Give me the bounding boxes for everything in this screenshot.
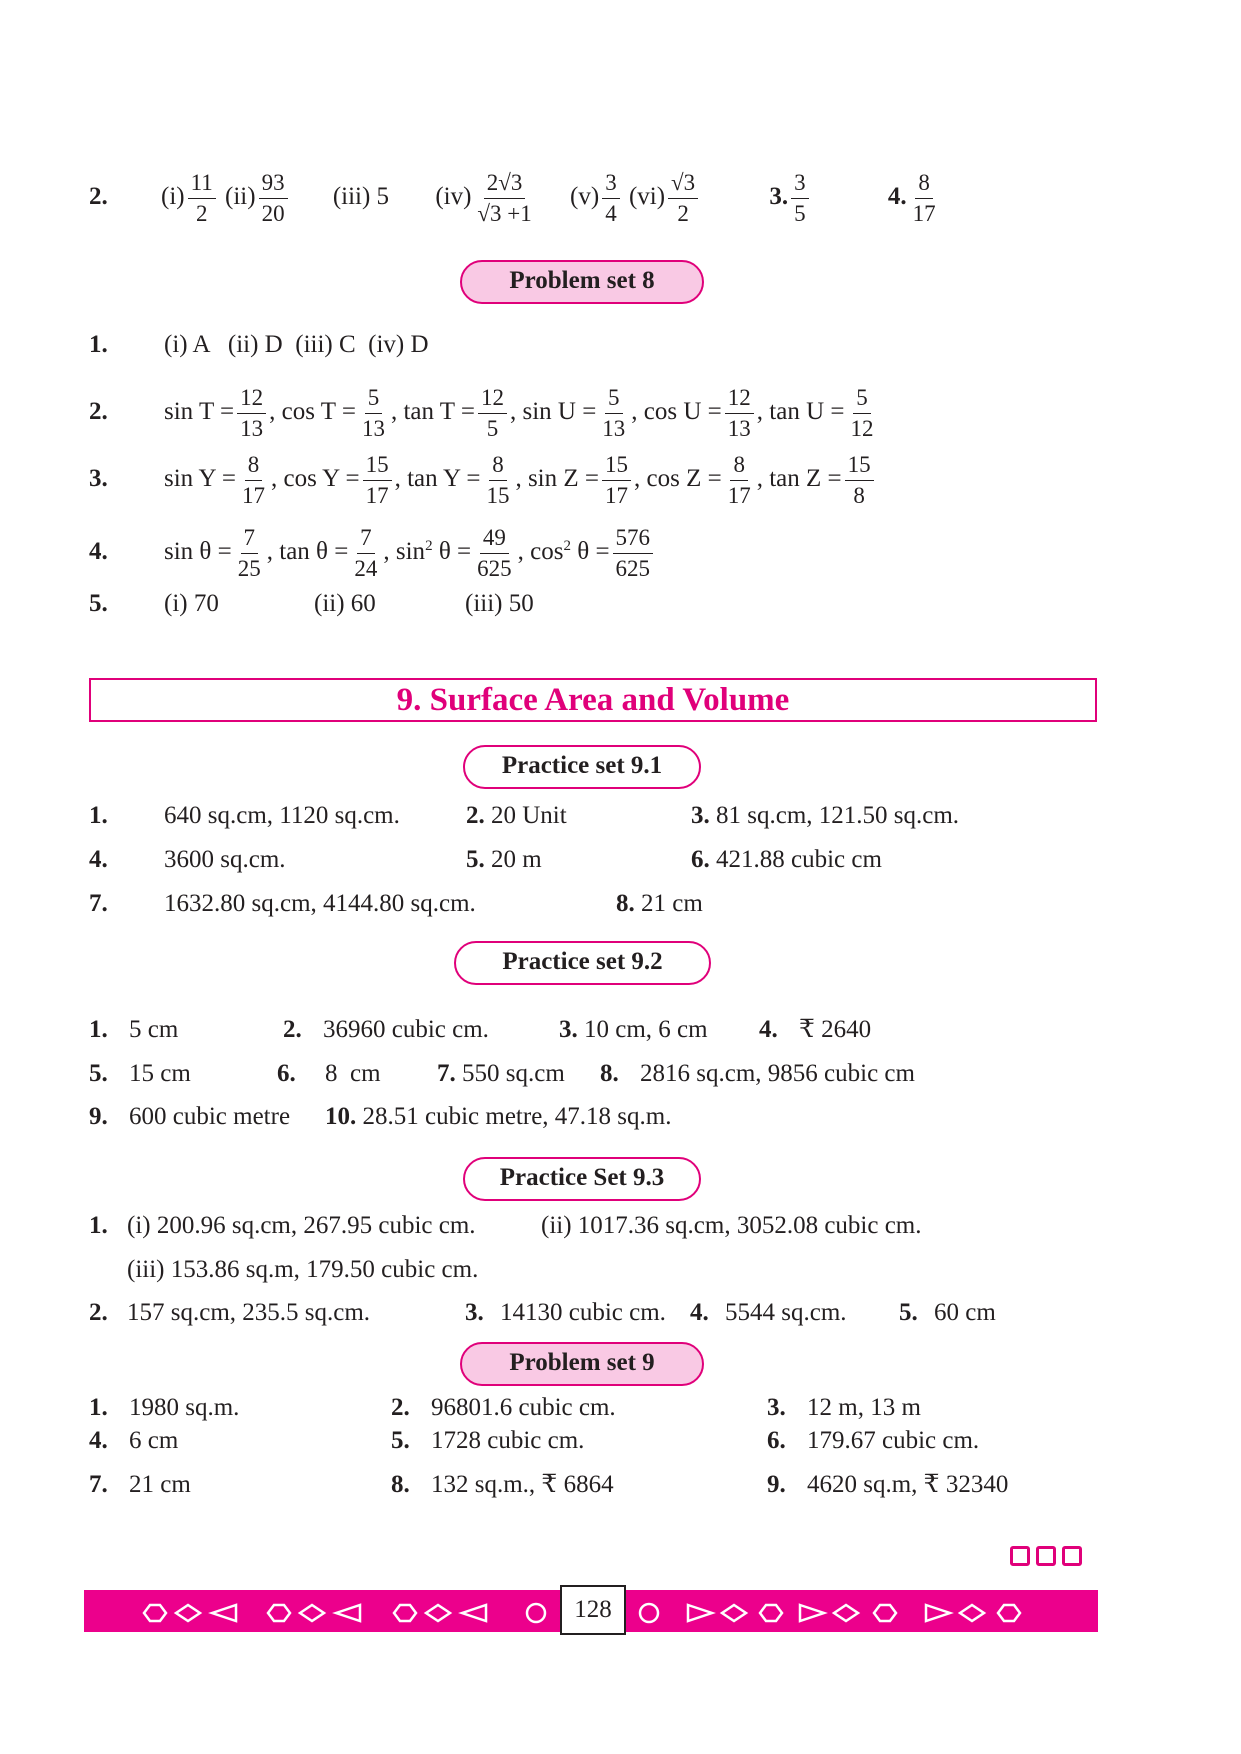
p91-row-3: 7. 1632.80 sq.cm, 4144.80 sq.cm. 8. 21 cm [89, 890, 703, 917]
end-square-icon [1010, 1546, 1030, 1566]
p92-row-2: 5. 15 cm 6. 8 cm 7. 550 sq.cm 8. 2816 sq.cm, 9856 cubic cm [89, 1060, 915, 1087]
footer-shapes-left [140, 1601, 570, 1625]
p91-row-1: 1. 640 sq.cm, 1120 sq.cm. 2. 20 Unit 3. 81 sq.cm, 121.50 sq.cm. [89, 802, 960, 829]
ps8-answer-1: 1. (i) A (ii) D (iii) C (iv) D [89, 331, 429, 358]
p93-row-1: 1. (i) 200.96 sq.cm, 267.95 cubic cm. (ii) 1017.36 sq.cm, 3052.08 cubic cm. [89, 1212, 922, 1239]
question-number: 2. [89, 183, 108, 211]
end-square-icon [1062, 1546, 1082, 1566]
top-answer-row: 2. (i) $\frac{11}{2}$ (ii) $\frac{93}{20}$ (iii) 5 (iv) $\frac{2√3}{√3 +1}$ (v) $\frac{3}{4}$ (vi) $\frac{√3}{2}$ 3. $\frac{3}{5}$ 4. $\frac{8}{17}$ [89, 170, 942, 227]
p93-row-2: (iii) 153.86 sq.m, 179.50 cubic cm. [127, 1256, 479, 1283]
problem-set-9-heading: Problem set 9 [460, 1342, 704, 1386]
p93-row-3: 2. 157 sq.cm, 235.5 sq.cm. 3. 14130 cubic cm. 4. 5544 sq.cm. 5. 60 cm [89, 1299, 996, 1326]
problem-set-8-heading: Problem set 8 [460, 260, 704, 304]
end-square-icon [1036, 1546, 1056, 1566]
fraction: $\frac{3}{4}$ [602, 170, 620, 227]
practice-set-9-2-heading: Practice set 9.2 [454, 941, 711, 985]
p92-row-1: 1. 5 cm 2. 36960 cubic cm. 3. 10 cm, 6 cm 4. ₹ 2640 [89, 1016, 872, 1043]
chapter-title: 9. Surface Area and Volume [89, 678, 1097, 722]
fraction: $\frac{3}{5}$ [791, 170, 809, 227]
ps9-row-3: 7. 21 cm 8. 132 sq.m., ₹ 6864 9. 4620 sq.m, ₹ 32340 [89, 1471, 1009, 1498]
ps8-answer-2: 2. sin T = $\frac{12}{13}$ , cos T = $\frac{5}{13}$ , tan T = $\frac{12}{5}$ , sin U = $\frac{5}{13}$ , cos U = $\frac{12}{13}$ , tan U = $\frac{5}{12}$ [89, 385, 874, 441]
ps8-answer-3: 3. sin Y = $\frac{8}{17}$ , cos Y = $\frac{15}{17}$ , tan Y = $\frac{8}{15}$ , sin Z = $\frac{15}{17}$ , cos Z = $\frac{8}{17}$ , tan Z = $\frac{15}{8}$ [89, 452, 877, 509]
practice-set-9-1-heading: Practice set 9.1 [463, 745, 701, 789]
p92-row-3: 9. 600 cubic metre 10. 28.51 cubic metre, 47.18 sq.m. [89, 1103, 672, 1130]
fraction: $\frac{8}{17}$ [912, 170, 936, 226]
footer-shapes-right [636, 1601, 1056, 1625]
fraction: $\frac{√3}{2}$ [668, 170, 698, 227]
ps8-answer-4: 4. sin θ = $\frac{7}{25}$ , tan θ = $\frac{7}{24}$ , $\sin^2 \theta$ = $\frac{49}{625}$ , $\cos^2 \theta$ = $\frac{576}{625}$ [89, 525, 656, 582]
page-number: 128 [560, 1585, 626, 1635]
ps9-row-1: 1. 1980 sq.m. 2. 96801.6 cubic cm. 3. 12 m, 13 m [89, 1394, 921, 1421]
fraction: $\frac{11}{2}$ [188, 170, 216, 227]
ps9-row-2: 4. 6 cm 5. 1728 cubic cm. 6. 179.67 cubic cm. [89, 1427, 980, 1454]
fraction: $\frac{2√3}{√3 +1}$ [477, 170, 532, 226]
practice-set-9-3-heading: Practice Set 9.3 [463, 1157, 701, 1201]
ps8-answer-5: 5. (i) 70 (ii) 60 (iii) 50 [89, 590, 534, 617]
fraction: $\frac{93}{20}$ [259, 170, 288, 227]
p91-row-2: 4. 3600 sq.cm. 5. 20 m 6. 421.88 cubic cm [89, 846, 882, 873]
